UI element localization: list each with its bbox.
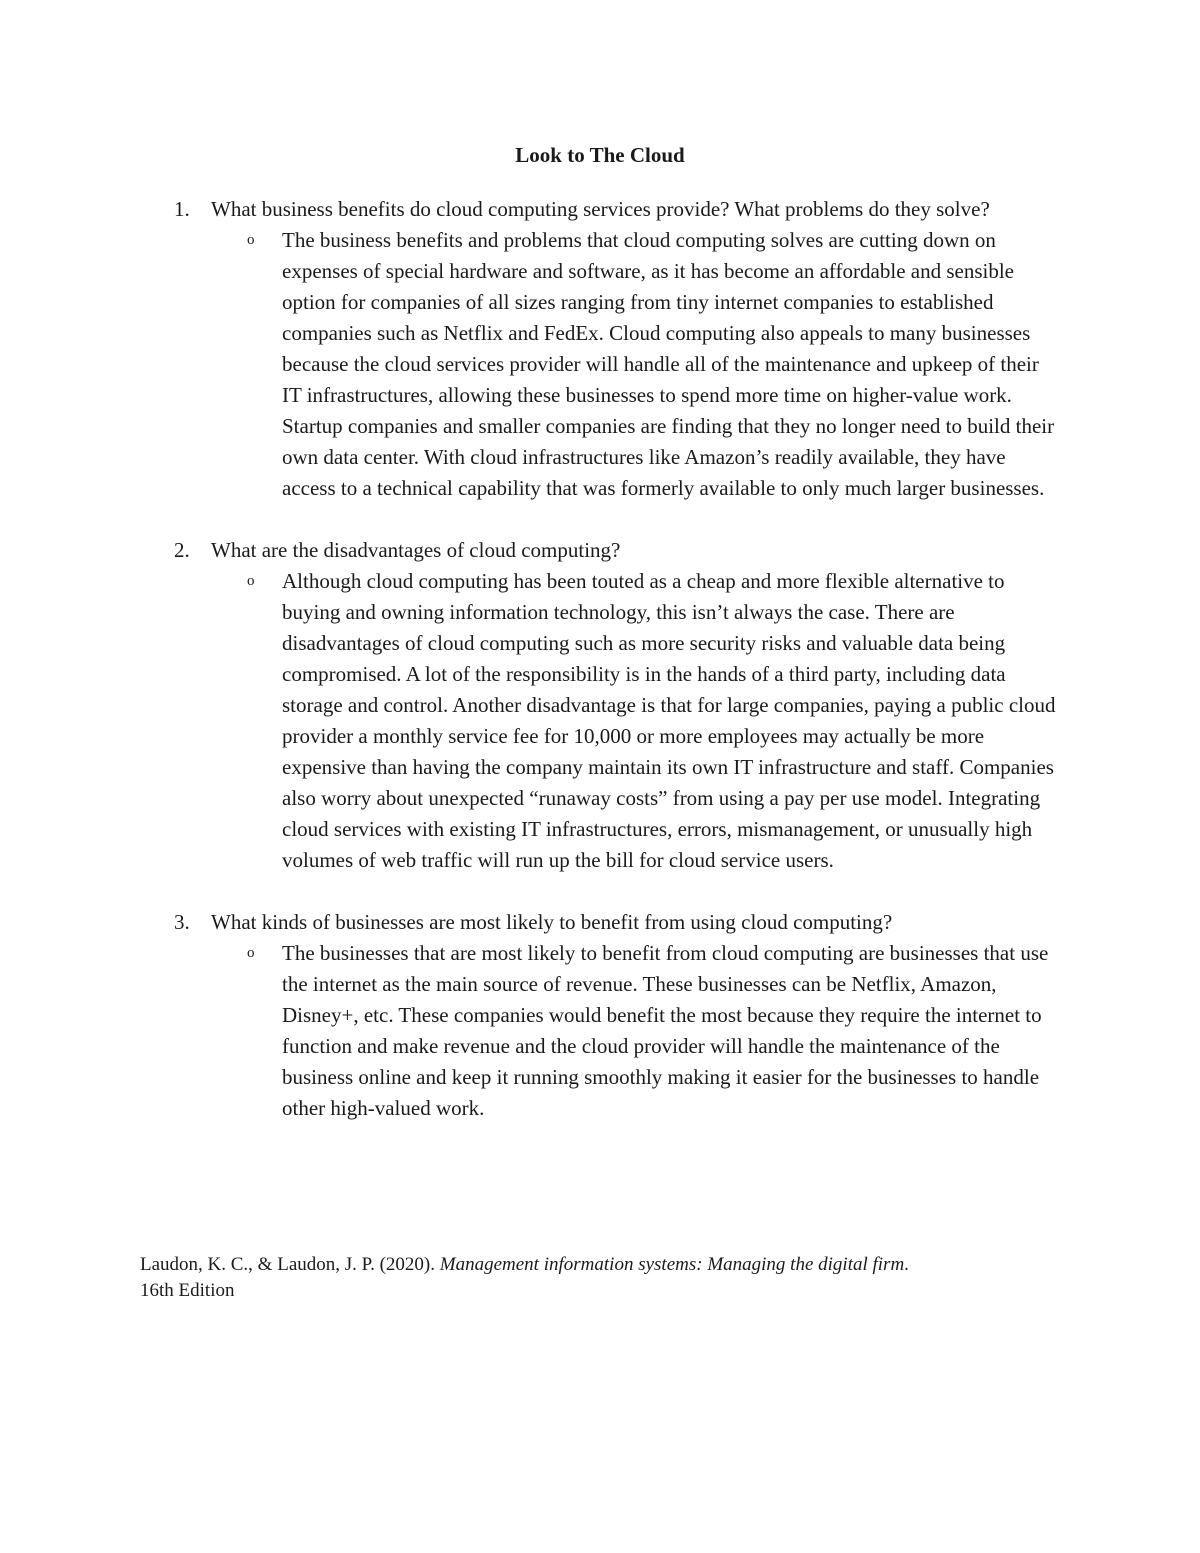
citation-authors: Laudon, K. C., & Laudon, J. P. (2020).	[140, 1254, 440, 1275]
question-text: What kinds of businesses are most likely to benefit from using cloud computing?	[211, 910, 893, 934]
bullet-icon: o	[247, 232, 255, 248]
citation-book-title: Management information systems: Managing the digital firm	[439, 1254, 905, 1275]
question-item-3	[0, 907, 1200, 1124]
question-list	[0, 194, 1200, 1124]
citation-punctuation: .	[904, 1254, 909, 1275]
bullet-icon: o	[247, 573, 255, 589]
citation-edition: 16th Edition	[140, 1280, 235, 1301]
question-number: 2.	[174, 538, 190, 562]
question-text: What business benefits do cloud computing services provide? What problems do they solve?	[211, 197, 990, 221]
bullet-icon: o	[247, 945, 255, 961]
question-number: 3.	[174, 910, 190, 934]
question-text: What are the disadvantages of cloud computing?	[211, 538, 621, 562]
question-item-2	[0, 535, 1200, 876]
question-item-1	[0, 194, 1200, 504]
answer-text: Although cloud computing has been touted as a cheap and more flexible alternative to buying and owning information technology, this isn’t always the case. There are disadvantages of cloud computing such as more security risks and valuable data being compromised. A lot of the responsibility is in the hands of a third party, including data storage and control. Another disadvantage is that for large companies, paying a public cloud provider a monthly service fee for 10,000 or more employees may actually be more expensive than having the company maintain its own IT infrastructure and staff. Companies also worry about unexpected “runaway costs” from using a pay per use model. Integrating cloud services with existing IT infrastructures, errors, mismanagement, or unusually high volumes of web traffic will run up the bill for cloud service users.	[282, 569, 1056, 872]
question-number: 1.	[174, 197, 190, 221]
answer-item	[0, 566, 1200, 876]
document-title: Look to The Cloud	[515, 143, 685, 167]
answer-text: The business benefits and problems that cloud computing solves are cutting down on expenses of special hardware and software, as it has become an affordable and sensible option for companies of all sizes ranging from tiny internet companies to established companies such as Netflix and FedEx. Cloud computing also appeals to many businesses because the cloud services provider will handle all of the maintenance and upkeep of their IT infrastructures, allowing these businesses to spend more time on higher-value work. Startup companies and smaller companies are finding that they no longer need to build their own data center. With cloud infrastructures like Amazon’s readily available, they have access to a technical capability that was formerly available to only much larger businesses.	[282, 228, 1055, 500]
answer-item	[0, 938, 1200, 1124]
answer-item	[0, 225, 1200, 504]
answer-text: The businesses that are most likely to benefit from cloud computing are businesses that use the internet as the main source of revenue. These businesses can be Netflix, Amazon, Disney+, etc. These companies would benefit the most because they require the internet to function and make revenue and the cloud provider will handle the maintenance of the business online and keep it running smoothly making it easier for the businesses to handle other high-valued work.	[282, 941, 1049, 1120]
reference-citation	[140, 1252, 1060, 1304]
